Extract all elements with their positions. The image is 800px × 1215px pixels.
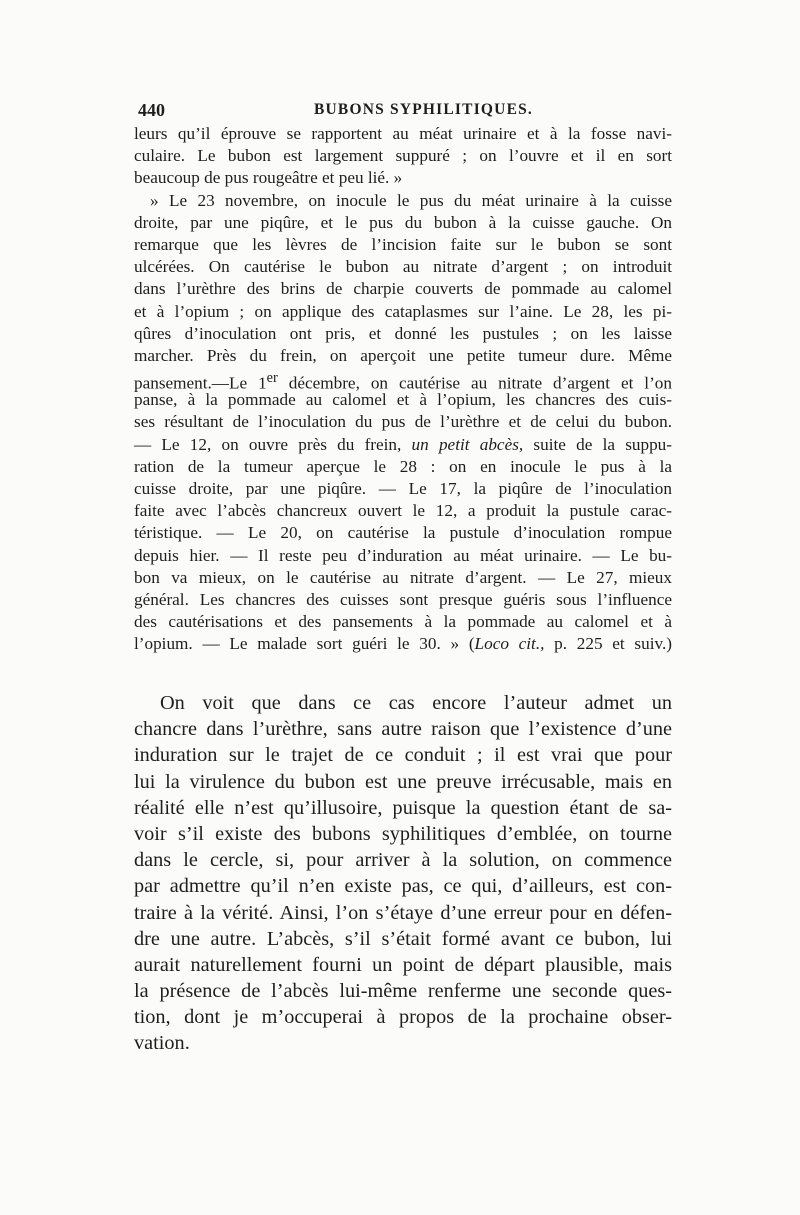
text-line: depuis hier. — Il reste peu d’induration au méat urinaire. — Le bu- (134, 545, 672, 565)
text-line (134, 434, 672, 456)
text-line: ulcérées. On cautérise le bubon au nitrate d’argent ; on introduit (134, 257, 672, 277)
text-line: beaucoup de pus rougeâtre et peu lié. » (134, 168, 403, 188)
text-line: On voit que dans ce cas encore l’auteur admet un (160, 692, 672, 714)
text-line (134, 633, 672, 655)
text-line: ration de la tumeur aperçue le 28 : on en inocule le pus à la (134, 456, 672, 476)
text-line: et à l’opium ; on applique des cataplasmes sur l’aine. Le 28, les pi- (134, 301, 672, 321)
text-fragment: — Le 12, on ouvre près du frein, (134, 434, 412, 454)
superscript: er (266, 370, 278, 387)
text-line: téristique. — Le 20, on cautérise la pustule d’inoculation rompue (134, 523, 672, 543)
text-line: remarque que les lèvres de l’incision faite sur le bubon se sont (134, 234, 672, 254)
text-line: ses résultant de l’inoculation du pus de l’urèthre et de celui du bubon. (134, 412, 672, 432)
text-fragment: p. 225 et suiv.) (544, 634, 672, 654)
text-line: chancre dans l’urèthre, sans autre raison que l’existence d’une (134, 718, 672, 741)
text-fragment: pansement.—Le 1 (134, 373, 267, 393)
text-line: cuisse droite, par une piqûre. — Le 17, la piqûre de l’inoculation (134, 479, 672, 498)
text-line: dans l’urèthre des brins de charpie couverts de pommade au calomel (134, 279, 672, 299)
text-line: réalité elle n’est qu’illusoire, puisque la question étant de sa- (134, 796, 672, 819)
text-line: bon va mieux, on le cautérise au nitrate d’argent. — Le 27, mieux (134, 567, 672, 587)
running-title: BUBONS SYPHILITIQUES. (314, 101, 534, 118)
text-line: la présence de l’abcès lui-même renferme une seconde ques- (134, 980, 672, 1003)
text-line: lui la virulence du bubon est une preuve irrécusable, mais en (134, 770, 672, 793)
text-line: tion, dont je m’occuperai à propos de la prochaine obser- (134, 1006, 672, 1029)
quoted-case-paragraph (134, 123, 672, 656)
text-line: dans le cercle, si, pour arriver à la solution, on commence (134, 849, 672, 872)
text-line: général. Les chancres des cuisses sont presque guéris sous l’influence (134, 589, 672, 609)
text-line: vation. (134, 1032, 190, 1055)
text-fragment: suite de la suppu- (523, 434, 672, 454)
text-line: induration sur le trajet de ce conduit ; il est vrai que pour (134, 744, 672, 767)
text-fragment: décembre, on cautérise au nitrate d’argent et l’on (277, 373, 672, 393)
text-line: qûres d’inoculation ont pris, et donné les pustules ; on les laisse (134, 323, 672, 343)
text-line: des cautérisations et des pansements à la pommade au calomel et à (134, 612, 672, 632)
page-number: 440 (138, 100, 165, 120)
text-line: aurait naturellement fourni un point de départ plausible, mais (134, 953, 672, 976)
commentary-paragraph (134, 690, 672, 1057)
text-line: culaire. Le bubon est largement suppuré ; on l’ouvre et il en sort (134, 146, 672, 166)
text-line: » Le 23 novembre, on inocule le pus du méat urinaire à la cuisse (150, 190, 672, 210)
text-line: droite, par une piqûre, et le pus du bubon à la cuisse gauche. On (134, 212, 672, 232)
text-line: faite avec l’abcès chancreux ouvert le 12, a produit la pustule carac- (134, 501, 672, 521)
text-line: voir s’il existe des bubons syphilitiques d’emblée, on tourne (134, 822, 672, 845)
italic-text: un petit abcès, (411, 434, 524, 454)
text-line: leurs qu’il éprouve se rapportent au méat urinaire et à la fosse navi- (134, 124, 672, 143)
text-line: traire à la vérité. Ainsi, l’on s’étaye d’une erreur pour en défen- (134, 901, 672, 924)
page-header (134, 100, 672, 122)
text-line: par admettre qu’il n’en existe pas, ce qui, d’ailleurs, est con- (134, 875, 672, 898)
italic-text: Loco cit., (474, 634, 545, 654)
text-line: dre une autre. L’abcès, s’il s’était formé avant ce bubon, lui (134, 927, 672, 950)
text-fragment: l’opium. — Le malade sort guéri le 30. » ( (134, 634, 475, 654)
text-line: panse, à la pommade au calomel et à l’opium, les chancres des cuis- (134, 390, 672, 410)
text-line: marcher. Près du frein, on aperçoit une petite tumeur dure. Même (134, 345, 672, 365)
text-line (134, 367, 672, 393)
